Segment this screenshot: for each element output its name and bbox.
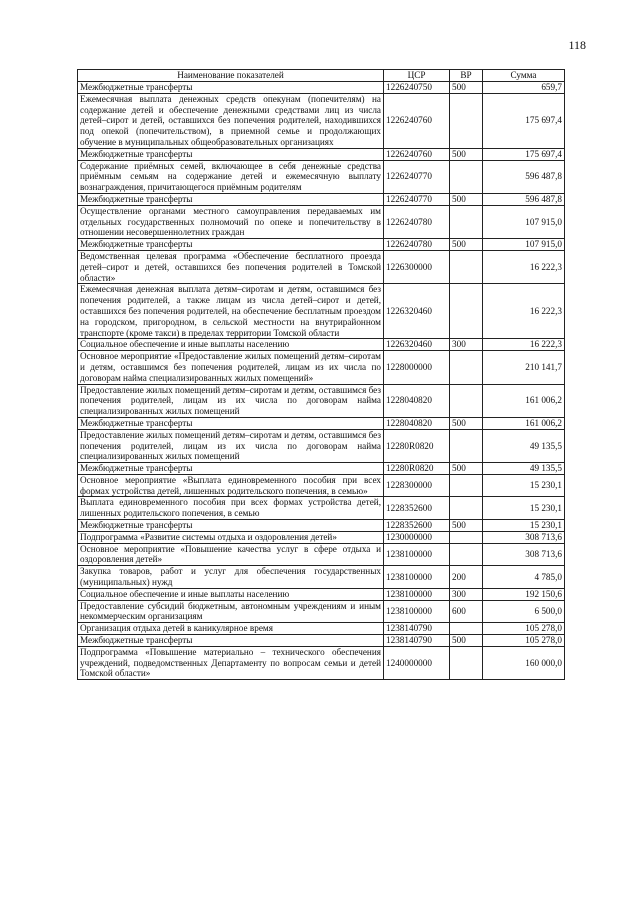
- cell-name: Предоставление субсидий бюджетным, автономным учреждениям и иным некоммерческим организациям: [78, 600, 384, 623]
- budget-table: [77, 69, 565, 680]
- table-row: [78, 600, 565, 623]
- cell-name: Социальное обеспечение и иные выплаты населению: [78, 588, 384, 600]
- cell-csr: 12280R0820: [384, 429, 450, 462]
- cell-vr: 200: [450, 566, 483, 589]
- table-row: [78, 635, 565, 647]
- cell-name: Осуществление органами местного самоуправления передаваемых им отдельных государственных полномочий по опеке и попечительству в отношении несовершеннолетних граждан: [78, 205, 384, 238]
- cell-sum: 175 697,4: [483, 93, 565, 148]
- cell-sum: 107 915,0: [483, 239, 565, 251]
- cell-sum: 6 500,0: [483, 600, 565, 623]
- table-row: [78, 566, 565, 589]
- cell-csr: 1228040820: [384, 384, 450, 417]
- cell-vr: [450, 384, 483, 417]
- cell-sum: 16 222,3: [483, 284, 565, 339]
- cell-sum: 596 487,8: [483, 193, 565, 205]
- table-row: [78, 588, 565, 600]
- cell-csr: 1238100000: [384, 600, 450, 623]
- cell-name: Межбюджетные трансферты: [78, 417, 384, 429]
- cell-csr: 1238140790: [384, 623, 450, 635]
- table-row: [78, 474, 565, 497]
- cell-name: Подпрограмма «Развитие системы отдыха и оздоровления детей»: [78, 531, 384, 543]
- cell-name: Межбюджетные трансферты: [78, 239, 384, 251]
- cell-csr: 1240000000: [384, 646, 450, 679]
- cell-vr: 300: [450, 588, 483, 600]
- cell-csr: 1226240770: [384, 160, 450, 193]
- cell-name: Межбюджетные трансферты: [78, 148, 384, 160]
- cell-sum: 160 000,0: [483, 646, 565, 679]
- cell-sum: 105 278,0: [483, 623, 565, 635]
- table-row: [78, 351, 565, 384]
- cell-sum: 4 785,0: [483, 566, 565, 589]
- cell-vr: [450, 623, 483, 635]
- cell-name: Ежемесячная выплата денежных средств опекунам (попечителям) на содержание детей и обеспечение денежными средствами лиц из числа детей–сирот и детей, оставшихся без попечения родителей, находившихся под опекой (попечительством), в приемной семье и продолжающих обучение в муниципальных общеобразовательных организациях: [78, 93, 384, 148]
- table-row: [78, 463, 565, 475]
- cell-csr: 1228000000: [384, 351, 450, 384]
- cell-csr: 1226240780: [384, 205, 450, 238]
- table-row: [78, 250, 565, 283]
- table-row: [78, 339, 565, 351]
- cell-name: Межбюджетные трансферты: [78, 463, 384, 475]
- cell-name: Социальное обеспечение и иные выплаты населению: [78, 339, 384, 351]
- cell-sum: 175 697,4: [483, 148, 565, 160]
- cell-sum: 107 915,0: [483, 205, 565, 238]
- cell-sum: 16 222,3: [483, 250, 565, 283]
- cell-vr: [450, 646, 483, 679]
- cell-csr: 1238100000: [384, 588, 450, 600]
- cell-csr: 1230000000: [384, 531, 450, 543]
- cell-vr: [450, 351, 483, 384]
- cell-vr: 500: [450, 635, 483, 647]
- cell-name: Подпрограмма «Повышение материально – технического обеспечения учреждений, подведомственных Департаменту по вопросам семьи и детей Томской области»: [78, 646, 384, 679]
- cell-csr: 12280R0820: [384, 463, 450, 475]
- cell-sum: 308 713,6: [483, 543, 565, 566]
- cell-sum: 596 487,8: [483, 160, 565, 193]
- cell-csr: 1238100000: [384, 566, 450, 589]
- cell-csr: 1226320460: [384, 339, 450, 351]
- cell-vr: 500: [450, 239, 483, 251]
- table-row: [78, 160, 565, 193]
- cell-sum: 49 135,5: [483, 463, 565, 475]
- cell-csr: 1228352600: [384, 520, 450, 532]
- cell-name: Основное мероприятие «Повышение качества услуг в сфере отдыха и оздоровления детей»: [78, 543, 384, 566]
- header-csr: ЦСР: [384, 70, 450, 82]
- cell-sum: 15 230,1: [483, 520, 565, 532]
- cell-vr: [450, 429, 483, 462]
- cell-vr: [450, 543, 483, 566]
- cell-sum: 105 278,0: [483, 635, 565, 647]
- cell-name: Выплата единовременного пособия при всех формах устройства детей, лишенных родительского попечения, в семью: [78, 497, 384, 520]
- cell-vr: [450, 474, 483, 497]
- table-row: [78, 417, 565, 429]
- cell-csr: 1226240780: [384, 239, 450, 251]
- table-row: [78, 543, 565, 566]
- table-row: [78, 239, 565, 251]
- cell-csr: 1228300000: [384, 474, 450, 497]
- cell-csr: 1226300000: [384, 250, 450, 283]
- cell-vr: [450, 497, 483, 520]
- cell-name: Ежемесячная денежная выплата детям–сиротам и детям, оставшимся без попечения родителей, а также лицам из числа детей–сирот и детей, оставшихся без попечения родителей, на обеспечение бесплатным проездом на городском, пригородном, в сельской местности на внутрирайонном транспорте (кроме такси) в пределах территории Томской области: [78, 284, 384, 339]
- table-row: [78, 497, 565, 520]
- cell-vr: [450, 93, 483, 148]
- cell-name: Основное мероприятие «Выплата единовременного пособия при всех формах устройства детей, лишенных родительского попечения, в семью»: [78, 474, 384, 497]
- cell-csr: 1226320460: [384, 284, 450, 339]
- cell-name: Межбюджетные трансферты: [78, 82, 384, 94]
- cell-vr: 500: [450, 417, 483, 429]
- page-number: 118: [568, 38, 586, 52]
- cell-csr: 1226240770: [384, 193, 450, 205]
- table-row: [78, 623, 565, 635]
- header-name: Наименование показателей: [78, 70, 384, 82]
- table-row: [78, 284, 565, 339]
- cell-vr: 500: [450, 520, 483, 532]
- cell-sum: 161 006,2: [483, 384, 565, 417]
- cell-vr: 500: [450, 82, 483, 94]
- cell-csr: 1226240760: [384, 93, 450, 148]
- cell-vr: [450, 250, 483, 283]
- cell-name: Содержание приёмных семей, включающее в себя денежные средства приёмным семьям на содержание детей и ежемесячную выплату вознаграждения, причитающегося приёмным родителям: [78, 160, 384, 193]
- cell-vr: [450, 531, 483, 543]
- table-row: [78, 93, 565, 148]
- cell-csr: 1238100000: [384, 543, 450, 566]
- table-row: [78, 148, 565, 160]
- cell-name: Ведомственная целевая программа «Обеспечение бесплатного проезда детей–сирот и детей, оставшихся без попечения родителей в Томской области»: [78, 250, 384, 283]
- cell-sum: 210 141,7: [483, 351, 565, 384]
- cell-vr: 300: [450, 339, 483, 351]
- table-row: [78, 193, 565, 205]
- cell-name: Предоставление жилых помещений детям–сиротам и детям, оставшимся без попечения родителей, лицам из их числа по договорам найма специализированных жилых помещений: [78, 429, 384, 462]
- table-row: [78, 520, 565, 532]
- cell-name: Закупка товаров, работ и услуг для обеспечения государственных (муниципальных) нужд: [78, 566, 384, 589]
- cell-vr: 500: [450, 148, 483, 160]
- cell-name: Организация отдыха детей в каникулярное время: [78, 623, 384, 635]
- table-row: [78, 384, 565, 417]
- cell-vr: 500: [450, 463, 483, 475]
- cell-csr: 1238140790: [384, 635, 450, 647]
- cell-sum: 15 230,1: [483, 474, 565, 497]
- cell-vr: [450, 205, 483, 238]
- table-body: [78, 82, 565, 680]
- cell-name: Межбюджетные трансферты: [78, 193, 384, 205]
- table-header-row: [78, 70, 565, 82]
- cell-sum: 192 150,6: [483, 588, 565, 600]
- cell-name: Предоставление жилых помещений детям–сиротам и детям, оставшимся без попечения родителей, лицам из их числа по договорам найма специализированных жилых помещений: [78, 384, 384, 417]
- cell-sum: 16 222,3: [483, 339, 565, 351]
- table-row: [78, 429, 565, 462]
- cell-vr: [450, 160, 483, 193]
- header-sum: Сумма: [483, 70, 565, 82]
- cell-sum: 49 135,5: [483, 429, 565, 462]
- cell-csr: 1226240760: [384, 148, 450, 160]
- cell-sum: 15 230,1: [483, 497, 565, 520]
- cell-vr: [450, 284, 483, 339]
- cell-csr: 1228040820: [384, 417, 450, 429]
- table-row: [78, 205, 565, 238]
- cell-vr: 600: [450, 600, 483, 623]
- cell-sum: 161 006,2: [483, 417, 565, 429]
- cell-csr: 1226240750: [384, 82, 450, 94]
- table-row: [78, 82, 565, 94]
- cell-vr: 500: [450, 193, 483, 205]
- header-vr: ВР: [450, 70, 483, 82]
- cell-name: Межбюджетные трансферты: [78, 635, 384, 647]
- cell-sum: 659,7: [483, 82, 565, 94]
- cell-csr: 1228352600: [384, 497, 450, 520]
- cell-sum: 308 713,6: [483, 531, 565, 543]
- table-row: [78, 531, 565, 543]
- cell-name: Основное мероприятие «Предоставление жилых помещений детям–сиротам и детям, оставшимся без попечения родителей, лицам из их числа по договорам найма специализированных жилых помещений»: [78, 351, 384, 384]
- cell-name: Межбюджетные трансферты: [78, 520, 384, 532]
- table-row: [78, 646, 565, 679]
